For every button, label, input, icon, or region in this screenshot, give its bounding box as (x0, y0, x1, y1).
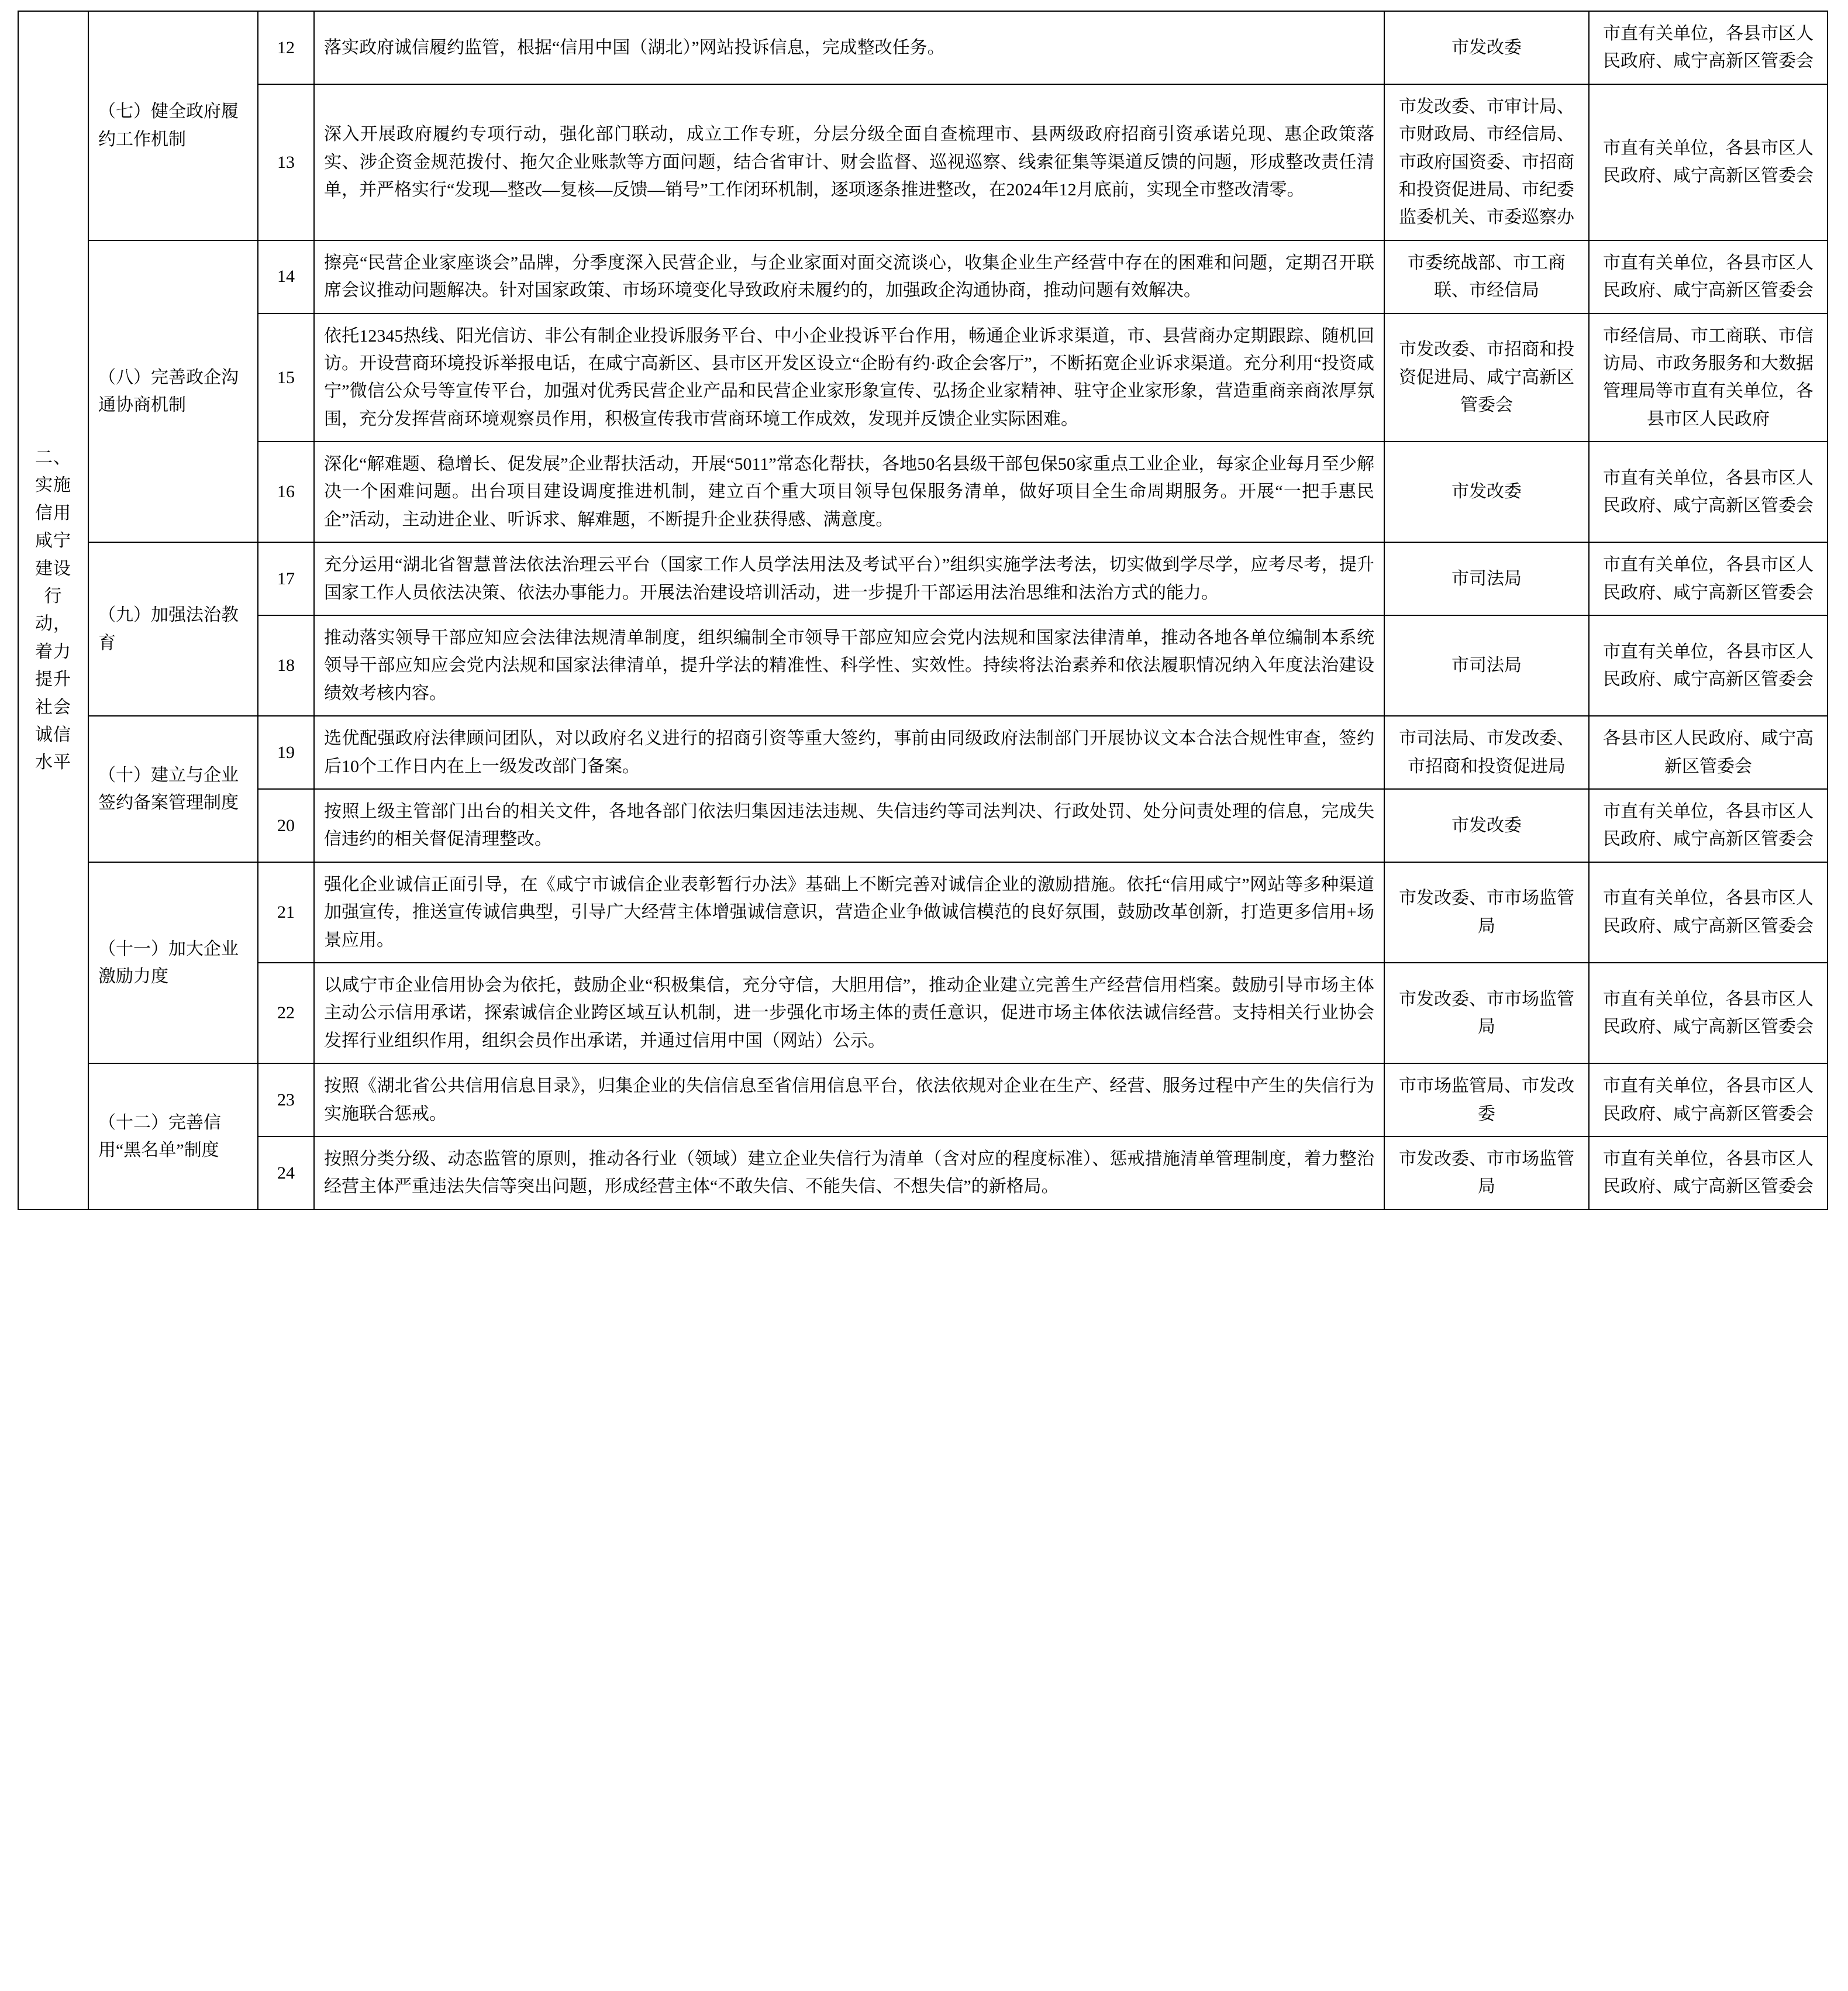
row-number: 16 (258, 442, 314, 542)
cooperating-unit: 市直有关单位，各县市区人民政府、咸宁高新区管委会 (1589, 240, 1828, 314)
lead-unit: 市发改委、市市场监管局 (1384, 1136, 1589, 1210)
task-description: 依托12345热线、阳光信访、非公有制企业投诉服务平台、中小企业投诉平台作用，畅通企业诉求渠道，市、县营商办定期跟踪、随机回访。开设营商环境投诉举报电话，在咸宁高新区、县市区开发区设立“企盼有约·政企会客厅”，不断拓宽企业诉求渠道。充分利用“投资咸宁”微信公众号等宣传平台，加强对优秀民营企业产品和民营企业家形象宣传、弘扬企业家精神、驻守企业家形象，营造重商亲商浓厚氛围，充分发挥营商环境观察员作用，积极宣传我市营商环境工作成效，发现并反馈企业实际困难。 (314, 314, 1384, 442)
cooperating-unit: 市经信局、市工商联、市信访局、市政务服务和大数据管理局等市直有关单位，各县市区人民政府 (1589, 314, 1828, 442)
table-row (18, 84, 1828, 240)
table-row (18, 615, 1828, 716)
group-label-cell: （七）健全政府履约工作机制 (88, 11, 258, 240)
task-description: 按照《湖北省公共信用信息目录》，归集企业的失信信息至省信用信息平台，依法依规对企业在生产、经营、服务过程中产生的失信行为实施联合惩戒。 (314, 1063, 1384, 1136)
row-number: 19 (258, 716, 314, 789)
lead-unit: 市发改委、市市场监管局 (1384, 862, 1589, 963)
lead-unit: 市委统战部、市工商联、市经信局 (1384, 240, 1589, 314)
table-row (18, 442, 1828, 542)
cooperating-unit: 市直有关单位，各县市区人民政府、咸宁高新区管委会 (1589, 11, 1828, 84)
cooperating-unit: 各县市区人民政府、咸宁高新区管委会 (1589, 716, 1828, 789)
row-number: 12 (258, 11, 314, 84)
cooperating-unit: 市直有关单位，各县市区人民政府、咸宁高新区管委会 (1589, 789, 1828, 862)
table-row (18, 862, 1828, 963)
group-label-cell: （十一）加大企业激励力度 (88, 862, 258, 1063)
table-row (18, 1063, 1828, 1136)
table-row (18, 1136, 1828, 1210)
row-number: 18 (258, 615, 314, 716)
group-label-cell: （八）完善政企沟通协商机制 (88, 240, 258, 543)
table-row (18, 789, 1828, 862)
task-description: 擦亮“民营企业家座谈会”品牌，分季度深入民营企业，与企业家面对面交流谈心，收集企业生产经营中存在的困难和问题，定期召开联席会议推动问题解决。针对国家政策、市场环境变化导致政府未履约的，加强政企沟通协商，推动问题有效解决。 (314, 240, 1384, 314)
row-number: 21 (258, 862, 314, 963)
row-number: 24 (258, 1136, 314, 1210)
table-body (18, 11, 1828, 1210)
lead-unit: 市司法局 (1384, 615, 1589, 716)
lead-unit: 市发改委、市审计局、市财政局、市经信局、市政府国资委、市招商和投资促进局、市纪委监委机关、市委巡察办 (1384, 84, 1589, 240)
row-number: 15 (258, 314, 314, 442)
row-number: 22 (258, 963, 314, 1063)
task-description: 按照上级主管部门出台的相关文件，各地各部门依法归集因违法违规、失信违约等司法判决、行政处罚、处分问责处理的信息，完成失信违约的相关督促清理整改。 (314, 789, 1384, 862)
task-description: 落实政府诚信履约监管，根据“信用中国（湖北）”网站投诉信息，完成整改任务。 (314, 11, 1384, 84)
row-number: 13 (258, 84, 314, 240)
implementation-plan-table (18, 11, 1828, 1210)
task-description: 推动落实领导干部应知应会法律法规清单制度，组织编制全市领导干部应知应会党内法规和国家法律清单，推动各地各单位编制本系统领导干部应知应会党内法规和国家法律清单，提升学法的精准性、科学性、实效性。持续将法治素养和依法履职情况纳入年度法治建设绩效考核内容。 (314, 615, 1384, 716)
lead-unit: 市司法局、市发改委、市招商和投资促进局 (1384, 716, 1589, 789)
task-description: 以咸宁市企业信用协会为依托，鼓励企业“积极集信，充分守信，大胆用信”，推动企业建立完善生产经营信用档案。鼓励引导市场主体主动公示信用承诺，探索诚信企业跨区域互认机制，进一步强化市场主体的责任意识，促进市场主体依法诚信经营。支持相关行业协会发挥行业组织作用，组织会员作出承诺，并通过信用中国（网站）公示。 (314, 963, 1384, 1063)
group-label-cell: （十）建立与企业签约备案管理制度 (88, 716, 258, 862)
task-description: 充分运用“湖北省智慧普法依法治理云平台（国家工作人员学法用法及考试平台）”组织实施学法考法，切实做到学尽学，应考尽考，提升国家工作人员依法决策、依法办事能力。开展法治建设培训活动，进一步提升干部运用法治思维和法治方式的能力。 (314, 542, 1384, 615)
lead-unit: 市发改委 (1384, 11, 1589, 84)
cooperating-unit: 市直有关单位，各县市区人民政府、咸宁高新区管委会 (1589, 615, 1828, 716)
table-row (18, 963, 1828, 1063)
table-row (18, 11, 1828, 84)
lead-unit: 市发改委 (1384, 789, 1589, 862)
cooperating-unit: 市直有关单位，各县市区人民政府、咸宁高新区管委会 (1589, 442, 1828, 542)
row-number: 14 (258, 240, 314, 314)
section-label-cell: 二、实施信用咸宁建设行动，着力提升社会诚信水平 (18, 11, 88, 1210)
table-row (18, 542, 1828, 615)
task-description: 选优配强政府法律顾问团队，对以政府名义进行的招商引资等重大签约，事前由同级政府法制部门开展协议文本合法合规性审查，签约后10个工作日内在上一级发改部门备案。 (314, 716, 1384, 789)
task-description: 按照分类分级、动态监管的原则，推动各行业（领域）建立企业失信行为清单（含对应的程度标准）、惩戒措施清单管理制度，着力整治经营主体严重违法失信等突出问题，形成经营主体“不敢失信、不能失信、不想失信”的新格局。 (314, 1136, 1384, 1210)
cooperating-unit: 市直有关单位，各县市区人民政府、咸宁高新区管委会 (1589, 963, 1828, 1063)
group-label-cell: （十二）完善信用“黑名单”制度 (88, 1063, 258, 1210)
table-row (18, 240, 1828, 314)
task-description: 深化“解难题、稳增长、促发展”企业帮扶活动，开展“5011”常态化帮扶，各地50名县级干部包保50家重点工业企业，每家企业每月至少解决一个困难问题。出台项目建设调度推进机制，建立百个重大项目领导包保服务清单，做好项目全生命周期服务。开展“一把手惠民企”活动，主动进企业、听诉求、解难题，不断提升企业获得感、满意度。 (314, 442, 1384, 542)
lead-unit: 市市场监管局、市发改委 (1384, 1063, 1589, 1136)
cooperating-unit: 市直有关单位，各县市区人民政府、咸宁高新区管委会 (1589, 1136, 1828, 1210)
lead-unit: 市发改委、市招商和投资促进局、咸宁高新区管委会 (1384, 314, 1589, 442)
cooperating-unit: 市直有关单位，各县市区人民政府、咸宁高新区管委会 (1589, 862, 1828, 963)
table-row (18, 716, 1828, 789)
row-number: 23 (258, 1063, 314, 1136)
cooperating-unit: 市直有关单位，各县市区人民政府、咸宁高新区管委会 (1589, 1063, 1828, 1136)
table-row (18, 314, 1828, 442)
task-description: 强化企业诚信正面引导，在《咸宁市诚信企业表彰暂行办法》基础上不断完善对诚信企业的激励措施。依托“信用咸宁”网站等多种渠道加强宣传，推送宣传诚信典型，引导广大经营主体增强诚信意识，营造企业争做诚信模范的良好氛围，鼓励改革创新，打造更多信用+场景应用。 (314, 862, 1384, 963)
cooperating-unit: 市直有关单位，各县市区人民政府、咸宁高新区管委会 (1589, 84, 1828, 240)
lead-unit: 市司法局 (1384, 542, 1589, 615)
lead-unit: 市发改委、市市场监管局 (1384, 963, 1589, 1063)
group-label-cell: （九）加强法治教育 (88, 542, 258, 716)
cooperating-unit: 市直有关单位，各县市区人民政府、咸宁高新区管委会 (1589, 542, 1828, 615)
task-description: 深入开展政府履约专项行动，强化部门联动，成立工作专班，分层分级全面自查梳理市、县两级政府招商引资承诺兑现、惠企政策落实、涉企资金规范拨付、拖欠企业账款等方面问题，结合省审计、财会监督、巡视巡察、线索征集等渠道反馈的问题，形成整改责任清单，并严格实行“发现—整改—复核—反馈—销号”工作闭环机制，逐项逐条推进整改，在2024年12月底前，实现全市整改清零。 (314, 84, 1384, 240)
row-number: 17 (258, 542, 314, 615)
row-number: 20 (258, 789, 314, 862)
lead-unit: 市发改委 (1384, 442, 1589, 542)
